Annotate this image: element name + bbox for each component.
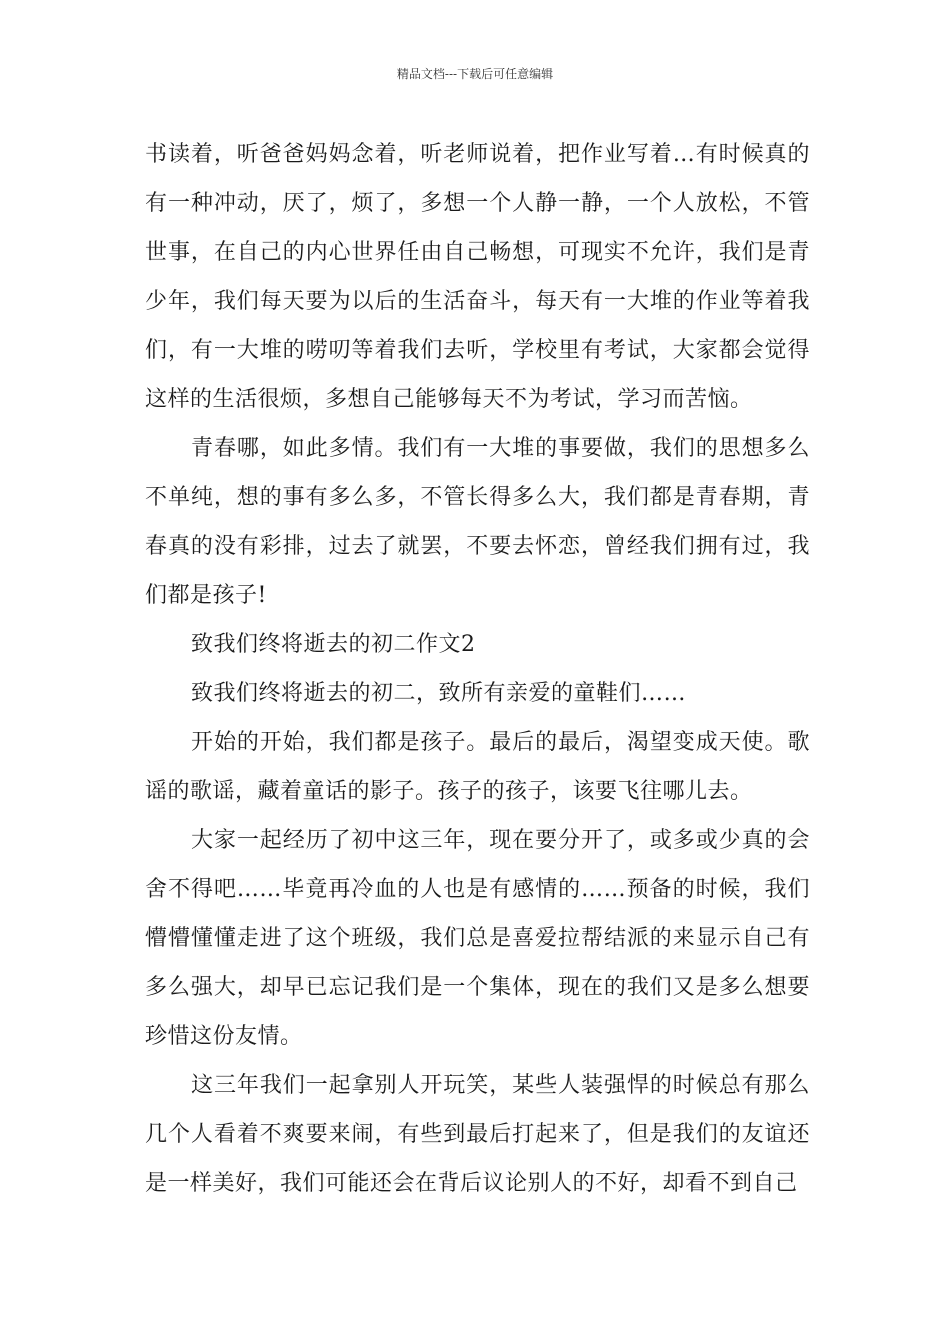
page-header: 精品文档---下载后可任意编辑	[396, 67, 554, 81]
section-title: 致我们终将逝去的初二作文2	[191, 632, 476, 657]
document-body	[145, 130, 810, 1208]
paragraph-2: 青春哪，如此多情。我们有一大堆的事要做，我们的思想多么不单纯，想的事有多么多，不管长得多么大，我们都是青春期，青春真的没有彩排，过去了就罢，不要去怀恋，曾经我们拥有过，我们都是孩子!	[145, 436, 810, 608]
paragraph-3: 致我们终将逝去的初二，致所有亲爱的童鞋们……	[191, 681, 687, 706]
paragraph-4: 开始的开始，我们都是孩子。最后的最后，渴望变成天使。歌谣的歌谣，藏着童话的影子。孩子的孩子，该要飞往哪儿去。	[145, 730, 810, 804]
paragraph-1: 书读着，听爸爸妈妈念着，听老师说着，把作业写着…有时候真的有一种冲动，厌了，烦了，多想一个人静一静，一个人放松，不管世事，在自己的内心世界任由自己畅想，可现实不允许，我们是青少年，我们每天要为以后的生活奋斗，每天有一大堆的作业等着我们，有一大堆的唠叨等着我们去听，学校里有考试，大家都会觉得这样的生活很烦，多想自己能够每天不为考试，学习而苦恼。	[145, 142, 810, 412]
paragraph-5: 大家一起经历了初中这三年，现在要分开了，或多或少真的会舍不得吧……毕竟再冷血的人也是有感情的……预备的时候，我们懵懵懂懂走进了这个班级，我们总是喜爱拉帮结派的来显示自己有多么强大，却早已忘记我们是一个集体，现在的我们又是多么想要珍惜这份友情。	[145, 828, 810, 1049]
paragraph-6: 这三年我们一起拿别人开玩笑，某些人装强悍的时候总有那么几个人看着不爽要来闹，有些到最后打起来了，但是我们的友谊还是一样美好，我们可能还会在背后议论别人的不好，却看不到自己	[145, 1073, 810, 1196]
